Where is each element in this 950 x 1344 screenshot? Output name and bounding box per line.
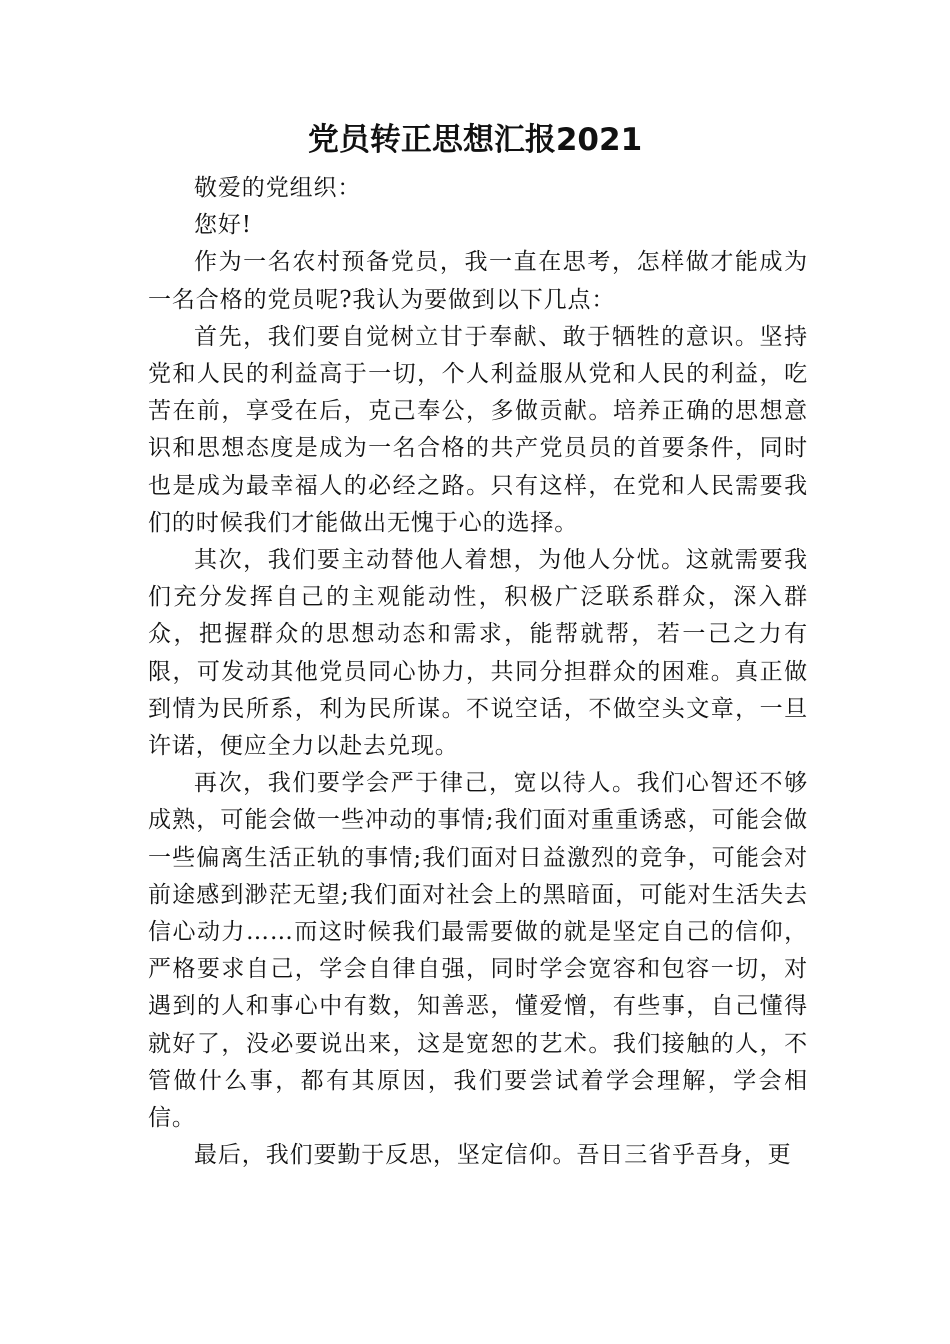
- paragraph-last: 最后，我们要勤于反思，坚定信仰。吾日三省乎吾身，更: [194, 1142, 792, 1169]
- paragraph-first: 首先，我们要自觉树立甘于奉献、敢于牺牲的意识。坚持党和人民的利益高于一切，个人利益服从党和人民的利益，吃苦在前，享受在后，克己奉公，多做贡献。培养正确的思想意识和思想态度是成为一名合格的共产党员员的首要条件，同时也是成为最幸福人的必经之路。只有这样，在党和人民需要我们的时候我们才能做出无愧于心的选择。: [148, 323, 808, 536]
- greeting: 您好!: [194, 212, 252, 239]
- document-body: [148, 170, 808, 1174]
- paragraph-intro: 作为一名农村预备党员，我一直在思考，怎样做才能成为一名合格的党员呢?我认为要做到以下几点：: [148, 249, 808, 313]
- document-title: 党员转正思想汇报2021: [307, 122, 643, 158]
- paragraph-second: 其次，我们要主动替他人着想，为他人分忧。这就需要我们充分发挥自己的主观能动性，积极广泛联系群众，深入群众，把握群众的思想动态和需求，能帮就帮，若一己之力有限，可发动其他党员同心协力，共同分担群众的困难。真正做到情为民所系，利为民所谋。不说空话，不做空头文章，一旦许诺，便应全力以赴去兑现。: [148, 547, 808, 760]
- paragraph-third: 再次，我们要学会严于律己，宽以待人。我们心智还不够成熟，可能会做一些冲动的事情;我们面对重重诱惑，可能会做一些偏离生活正轨的事情;我们面对日益激烈的竞争，可能会对前途感到渺茫无望;我们面对社会上的黑暗面，可能对生活失去信心动力……而这时候我们最需要做的就是坚定自己的信仰，严格要求自己，学会自律自强，同时学会宽容和包容一切，对遇到的人和事心中有数，知善恶，懂爱憎，有些事，自己懂得就好了，没必要说出来，这是宽恕的艺术。我们接触的人，不管做什么事，都有其原因，我们要尝试着学会理解，学会相信。: [148, 770, 808, 1132]
- salutation: 敬爱的党组织：: [194, 175, 362, 201]
